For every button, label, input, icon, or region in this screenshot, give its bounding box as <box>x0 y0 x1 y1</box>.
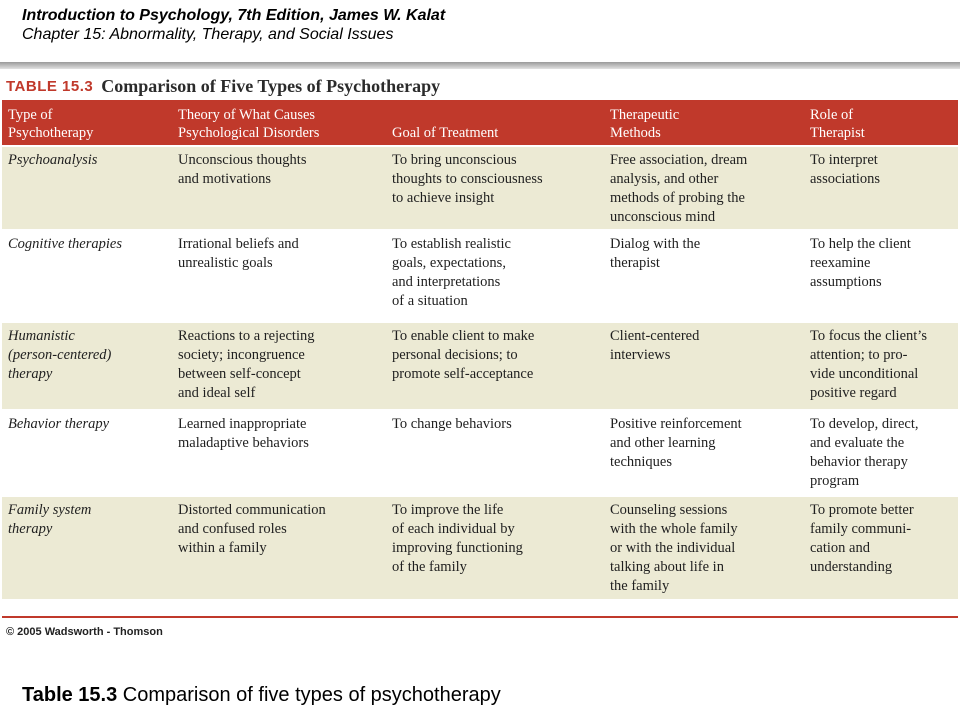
slide-header <box>22 6 922 44</box>
table-title: Comparison of Five Types of Psychotherapy <box>101 75 441 96</box>
cell-role: To develop, direct, and evaluate the behavior therapy program <box>804 410 958 496</box>
column-header-role: Role of Therapist <box>804 100 958 146</box>
cell-role: To focus the client’s attention; to pro- vide unconditional positive regard <box>804 322 958 410</box>
table-label: TABLE 15.3 <box>6 77 94 95</box>
cell-theory: Learned inappropriate maladaptive behaviors <box>172 410 386 496</box>
cell-type: Humanistic (person-centered) therapy <box>2 322 172 410</box>
copyright-notice: © 2005 Wadsworth - Thomson <box>6 626 163 638</box>
cell-type: Cognitive therapies <box>2 230 172 322</box>
cell-goal: To establish realistic goals, expectations, and interpretations of a situation <box>386 230 604 322</box>
cell-theory: Irrational beliefs and unrealistic goals <box>172 230 386 322</box>
cell-role: To help the client reexamine assumptions <box>804 230 958 322</box>
table-figure <box>0 70 960 642</box>
cell-type: Family system therapy <box>2 496 172 600</box>
cell-goal: To change behaviors <box>386 410 604 496</box>
caption-label: Table 15.3 <box>22 684 118 706</box>
cell-theory: Unconscious thoughts and motivations <box>172 146 386 230</box>
column-header-methods: Therapeutic Methods <box>604 100 804 146</box>
column-header-goal: Goal of Treatment <box>386 100 604 146</box>
psychotherapy-table <box>2 100 958 601</box>
caption-band <box>0 642 960 720</box>
cell-theory: Reactions to a rejecting society; incongruence between self-concept and ideal self <box>172 322 386 410</box>
table-row <box>2 410 958 496</box>
chapter-title: Chapter 15: Abnormality, Therapy, and Social Issues <box>22 26 394 43</box>
table-row <box>2 146 958 230</box>
cell-role: To interpret associations <box>804 146 958 230</box>
slide-caption <box>22 684 501 707</box>
column-header-type: Type of Psychotherapy <box>2 100 172 146</box>
table-row <box>2 322 958 410</box>
cell-goal: To enable client to make personal decisions; to promote self-acceptance <box>386 322 604 410</box>
table-header-row <box>2 100 958 146</box>
cell-goal: To improve the life of each individual by improving functioning of the family <box>386 496 604 600</box>
column-header-theory: Theory of What Causes Psychological Disorders <box>172 100 386 146</box>
caption-text: Comparison of five types of psychotherapy <box>117 684 501 706</box>
cell-methods: Counseling sessions with the whole family or with the individual talking about life in the family <box>604 496 804 600</box>
cell-type: Behavior therapy <box>2 410 172 496</box>
book-title: Introduction to Psychology, 7th Edition, James W. Kalat <box>22 7 446 24</box>
cell-methods: Positive reinforcement and other learning techniques <box>604 410 804 496</box>
cell-type: Psychoanalysis <box>2 146 172 230</box>
table-bottom-rule <box>2 616 958 618</box>
cell-methods: Free association, dream analysis, and other methods of probing the unconscious mind <box>604 146 804 230</box>
cell-role: To promote better family communi- cation and understanding <box>804 496 958 600</box>
cell-methods: Dialog with the therapist <box>604 230 804 322</box>
cell-goal: To bring unconscious thoughts to consciousness to achieve insight <box>386 146 604 230</box>
cell-methods: Client-centered interviews <box>604 322 804 410</box>
table-row <box>2 230 958 322</box>
cell-theory: Distorted communication and confused roles within a family <box>172 496 386 600</box>
table-heading <box>6 76 440 96</box>
table-row <box>2 496 958 600</box>
header-divider <box>0 62 960 69</box>
